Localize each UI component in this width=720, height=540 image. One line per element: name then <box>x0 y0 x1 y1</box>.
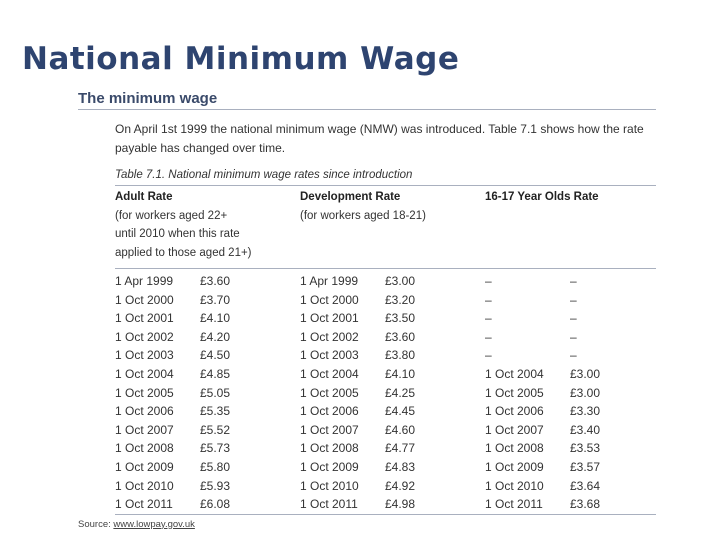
table-caption: Table 7.1. National minimum wage rates since introduction <box>115 169 413 181</box>
cell-dev-date: 1 Oct 2003 <box>300 348 359 363</box>
cell-youth-date: 1 Oct 2004 <box>485 366 544 381</box>
source-link[interactable]: www.lowpay.gov.uk <box>113 518 195 530</box>
cell-youth-rate: £3.40 <box>570 422 601 437</box>
cell-youth-date: 1 Oct 2008 <box>485 441 544 456</box>
cell-youth-date: 1 Oct 2011 <box>485 497 543 512</box>
cell-youth-rate: £3.00 <box>570 385 601 400</box>
table-row <box>115 402 656 421</box>
cell-dev-rate: £3.50 <box>385 311 416 326</box>
column-header-development <box>300 188 426 225</box>
cell-youth-rate: £3.68 <box>570 497 601 512</box>
cell-youth-rate: £3.64 <box>570 478 601 493</box>
table-row <box>115 365 656 384</box>
column-heading: Development Rate <box>300 191 401 203</box>
column-heading: 16-17 Year Olds Rate <box>485 191 599 203</box>
cell-dev-rate: £3.80 <box>385 348 416 363</box>
cell-youth-date: – <box>485 348 492 363</box>
cell-dev-rate: £4.83 <box>385 459 416 474</box>
cell-youth-rate: £3.57 <box>570 459 601 474</box>
cell-dev-date: 1 Oct 2006 <box>300 404 359 419</box>
cell-dev-rate: £4.77 <box>385 441 416 456</box>
column-heading: Adult Rate <box>115 191 173 203</box>
cell-dev-rate: £3.60 <box>385 329 416 344</box>
source-note <box>78 518 656 532</box>
table-header <box>115 186 656 268</box>
intro-line: On April 1st 1999 the national minimum wage (NMW) was introduced. Table 7.1 shows how the rate <box>115 122 644 136</box>
column-note: (for workers aged 22+ <box>115 209 228 222</box>
table-row <box>115 384 656 403</box>
cell-adult-date: 1 Oct 2002 <box>115 329 174 344</box>
table-bottom-rule <box>115 514 656 515</box>
cell-youth-date: – <box>485 329 492 344</box>
cell-adult-date: 1 Oct 2005 <box>115 385 174 400</box>
cell-youth-date: 1 Oct 2007 <box>485 422 544 437</box>
cell-dev-date: 1 Oct 2009 <box>300 459 359 474</box>
intro-line: payable has changed over time. <box>115 141 286 155</box>
cell-adult-date: 1 Oct 2011 <box>115 497 173 512</box>
cell-adult-rate: £5.35 <box>200 404 231 419</box>
cell-dev-date: 1 Oct 2005 <box>300 385 359 400</box>
table-row <box>115 291 656 310</box>
cell-youth-date: 1 Oct 2005 <box>485 385 544 400</box>
cell-adult-date: 1 Apr 1999 <box>115 274 174 288</box>
cell-adult-rate: £4.85 <box>200 366 231 381</box>
cell-adult-rate: £5.73 <box>200 441 231 456</box>
cell-youth-rate: £3.53 <box>570 441 601 456</box>
column-header-youth <box>485 188 599 207</box>
table-row <box>115 477 656 496</box>
table-row <box>115 272 656 291</box>
column-note: applied to those aged 21+) <box>115 246 252 259</box>
cell-adult-rate: £5.93 <box>200 478 231 493</box>
cell-dev-rate: £3.00 <box>385 274 416 288</box>
cell-youth-date: 1 Oct 2009 <box>485 459 544 474</box>
cell-dev-date: 1 Oct 2000 <box>300 292 359 307</box>
column-header-adult <box>115 188 252 262</box>
source-label: Source: <box>78 518 111 530</box>
table-body <box>115 269 656 514</box>
cell-adult-date: 1 Oct 2003 <box>115 348 174 363</box>
table-row <box>115 439 656 458</box>
cell-dev-date: 1 Oct 2007 <box>300 422 359 437</box>
table-row <box>115 346 656 365</box>
cell-adult-rate: £6.08 <box>200 497 231 512</box>
cell-youth-date: 1 Oct 2010 <box>485 478 544 493</box>
table-row <box>115 309 656 328</box>
cell-adult-date: 1 Oct 2008 <box>115 441 174 456</box>
cell-adult-date: 1 Oct 2009 <box>115 459 174 474</box>
cell-adult-rate: £4.50 <box>200 348 231 363</box>
cell-adult-date: 1 Oct 2007 <box>115 422 174 437</box>
column-note: (for workers aged 18-21) <box>300 209 426 222</box>
cell-adult-rate: £5.52 <box>200 422 231 437</box>
section-subheading: The minimum wage <box>78 90 218 107</box>
table-row <box>115 328 656 347</box>
cell-adult-rate: £4.10 <box>200 311 231 326</box>
cell-adult-rate: £5.80 <box>200 459 231 474</box>
cell-dev-date: 1 Oct 2004 <box>300 366 359 381</box>
cell-dev-rate: £4.92 <box>385 478 416 493</box>
cell-youth-rate: – <box>570 329 577 344</box>
cell-dev-rate: £4.25 <box>385 385 416 400</box>
table-row <box>115 421 656 440</box>
table-row <box>115 458 656 477</box>
cell-youth-date: 1 Oct 2006 <box>485 404 544 419</box>
cell-dev-date: 1 Oct 2008 <box>300 441 359 456</box>
cell-youth-rate: – <box>570 274 577 288</box>
cell-adult-rate: £3.60 <box>200 274 231 288</box>
cell-adult-date: 1 Oct 2000 <box>115 292 174 307</box>
cell-dev-rate: £4.45 <box>385 404 416 419</box>
cell-dev-rate: £4.98 <box>385 497 416 512</box>
cell-adult-date: 1 Oct 2010 <box>115 478 174 493</box>
cell-adult-rate: £4.20 <box>200 329 231 344</box>
cell-dev-date: 1 Apr 1999 <box>300 274 359 288</box>
cell-youth-date: – <box>485 292 492 307</box>
wage-table <box>115 185 656 515</box>
table-row <box>115 495 656 514</box>
cell-youth-date: – <box>485 274 492 288</box>
cell-dev-rate: £3.20 <box>385 292 416 307</box>
cell-youth-rate: – <box>570 292 577 307</box>
cell-adult-date: 1 Oct 2004 <box>115 366 174 381</box>
cell-youth-rate: – <box>570 311 577 326</box>
cell-adult-rate: £5.05 <box>200 385 231 400</box>
cell-adult-rate: £3.70 <box>200 292 231 307</box>
cell-youth-rate: £3.30 <box>570 404 601 419</box>
column-note: until 2010 when this rate <box>115 228 240 240</box>
cell-dev-date: 1 Oct 2002 <box>300 329 359 344</box>
cell-dev-rate: £4.10 <box>385 366 416 381</box>
cell-dev-rate: £4.60 <box>385 422 416 437</box>
cell-youth-date: – <box>485 311 492 326</box>
cell-adult-date: 1 Oct 2006 <box>115 404 174 419</box>
subheading-rule <box>78 109 656 110</box>
slide-title: National Minimum Wage <box>22 41 460 77</box>
cell-dev-date: 1 Oct 2001 <box>300 311 359 326</box>
cell-youth-rate: £3.00 <box>570 366 601 381</box>
cell-adult-date: 1 Oct 2001 <box>115 311 174 326</box>
intro-paragraph <box>115 120 656 158</box>
cell-dev-date: 1 Oct 2010 <box>300 478 359 493</box>
document-excerpt <box>78 88 656 532</box>
cell-dev-date: 1 Oct 2011 <box>300 497 358 512</box>
cell-youth-rate: – <box>570 348 577 363</box>
